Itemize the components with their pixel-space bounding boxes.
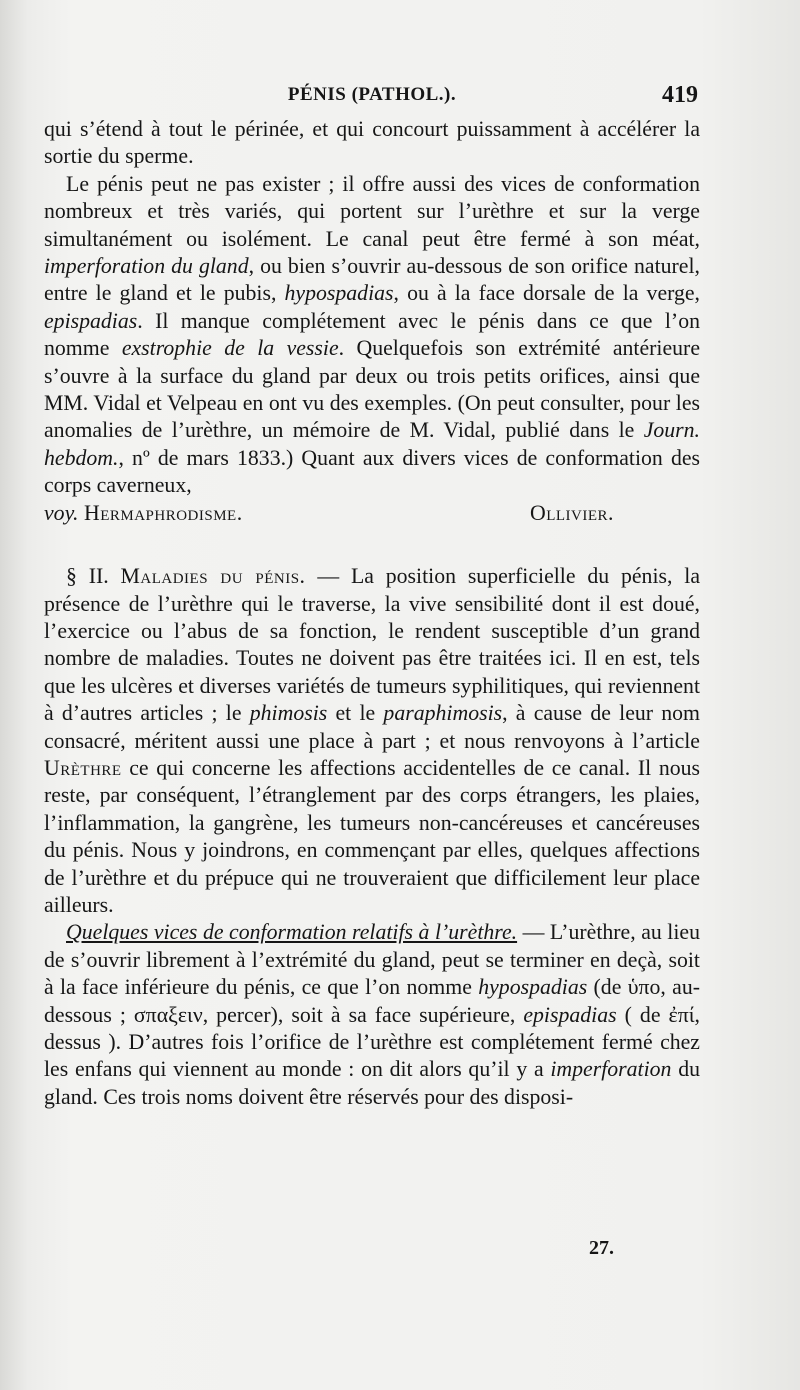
italic-term: exstrophie de la vessie xyxy=(121,336,339,361)
page-header xyxy=(44,82,700,112)
text-run: , à cause de leur nom consacré, méritent aussi une place à part ; et nous renvoyons à l’article xyxy=(44,701,701,753)
signature-mark: 27. xyxy=(589,1237,614,1259)
italic-term: imperforation xyxy=(550,1057,672,1082)
text-run: , nº de mars 1833.) Quant aux divers vices de conformation des corps caverneux, xyxy=(44,445,700,498)
italic-term: imperforation du gland xyxy=(44,254,249,279)
text-run: et le xyxy=(327,701,384,726)
text-run: . Il manque complétement avec le pénis dans ce que l’on nomme xyxy=(44,308,700,361)
text-run: — La position superficielle du pénis, la présence de l’urèthre qui le traverse, la vive sensibilité dont il est doué, l’exercice ou l’abus de sa fonction, le rendent susceptible d’un grand nombre de maladies. Toutes ne doivent pas être traitées ici. Il en est, tels que les ulcères et diverses variétés de tumeurs syphilitiques, qui reviennent à d’autres articles ; le xyxy=(44,564,700,726)
italic-term: paraphimosis xyxy=(383,701,503,726)
text-run: ( de ἐπί, dessus ). D’autres fois l’orifice de l’urèthre est complétement fermé chez les enfans qui viennent au monde : on dit alors qu’il y a xyxy=(44,1002,701,1082)
cross-reference xyxy=(44,500,243,527)
text-run: . Quelquefois son extrémité antérieure s’ouvre à la surface du gland par deux ou trois petits orifices, ainsi que MM. Vidal et Velpeau en ont vu des exemples. (On peut consulter, pour les anomalies de l’urèthre, un mémoire de M. Vidal, publié dans le xyxy=(44,336,700,443)
section-title: Maladies du pénis. xyxy=(120,564,306,589)
cross-reference-line xyxy=(44,500,700,527)
section-gap xyxy=(44,527,700,563)
page-number: 419 xyxy=(662,82,698,108)
text-run: (de ὑπο, au-dessous ; σπαξειν, percer), soit à sa face supérieure, xyxy=(44,975,700,1027)
paragraph-1-text: qui s’étend à tout le périnée, et qui concourt puissamment à accélérer la sortie du sperme. xyxy=(44,117,700,169)
cross-reference-term: Hermaphrodisme. xyxy=(83,500,243,525)
italic-term: phimosis xyxy=(249,701,328,726)
italic-term: epispadias xyxy=(44,308,138,333)
running-head: PÉNIS (PATHOL.). xyxy=(287,84,457,105)
paragraph-4 xyxy=(44,919,700,1111)
text-run: , ou à la face dorsale de la verge, xyxy=(393,281,701,306)
body-text xyxy=(44,116,700,1111)
italic-term: hypospadias xyxy=(284,281,394,306)
text-run: Le pénis peut ne pas exister ; il offre aussi des vices de conformation nombreux et très variés, qui portent sur l’urèthre et sur la verge simultanément ou isolément. Le canal peut être fermé à son méat, xyxy=(44,171,700,251)
text-run: , ou bien s’ouvrir au-dessous de son orifice naturel, entre le gland et le pubis, xyxy=(44,254,700,306)
text-run: ce qui concerne les affections accidentelles de ce canal. Il nous reste, par conséquent, l’étranglement par des corps étrangers, les plaies, l’inflammation, la gangrène, les tumeurs non-cancéreuses et cancéreuses du pénis. Nous y joindrons, en commençant par elles, quelques affections de l’urèthre et du prépuce qui ne trouveraient que difficilement leur place ailleurs. xyxy=(44,755,700,917)
paragraph-2 xyxy=(44,171,700,500)
paragraph-3 xyxy=(44,563,700,919)
author-name: Ollivier. xyxy=(529,500,614,525)
section-number: § II. xyxy=(66,564,121,589)
italic-term: epispadias xyxy=(523,1002,617,1027)
cross-reference-term: Urèthre xyxy=(44,755,122,780)
italic-term: Journ. hebdom. xyxy=(44,418,700,470)
text-run: du gland. Ces trois noms doivent être réservés pour des disposi- xyxy=(44,1057,700,1109)
italic-term: hypospadias xyxy=(478,975,588,1000)
text-run: — L’urèthre, au lieu de s’ouvrir librement à l’extrémité du gland, peut se terminer en deçà, soit à la face inférieure du pénis, ce que l’on nomme xyxy=(44,920,700,1000)
subsection-title: Quelques vices de conformation relatifs à l’urèthre. xyxy=(66,920,518,945)
voy-abbrev: voy. xyxy=(44,500,79,525)
paragraph-1 xyxy=(44,116,700,171)
